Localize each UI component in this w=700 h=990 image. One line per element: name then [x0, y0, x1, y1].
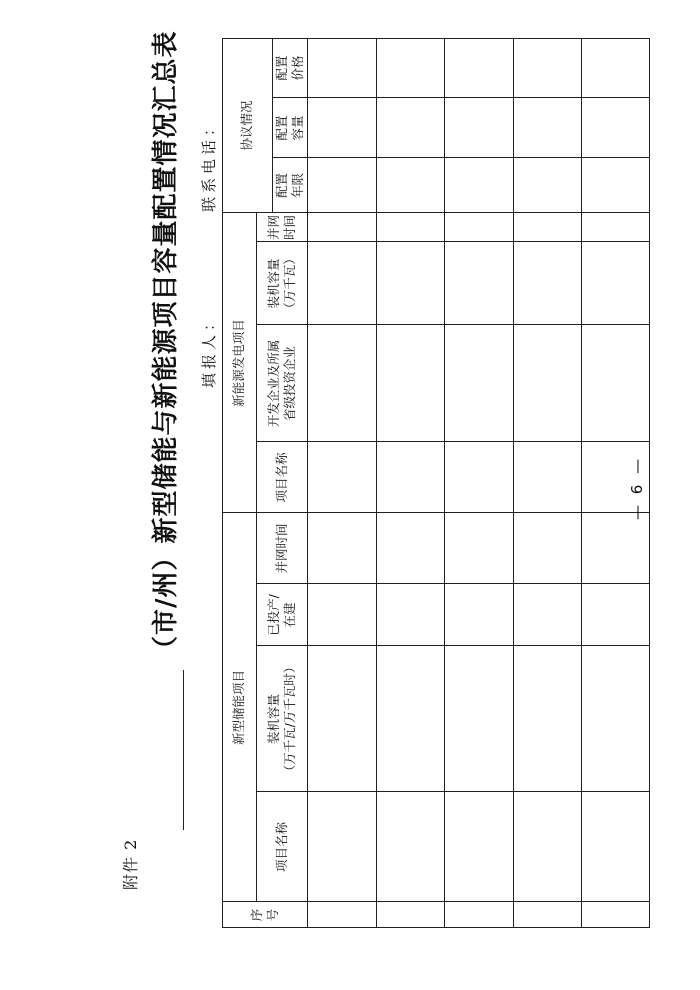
row-line — [444, 38, 445, 928]
table-cell[interactable] — [581, 325, 650, 442]
table-cell[interactable] — [307, 158, 376, 213]
header-agreement-capacity: 配置 容量 — [273, 115, 305, 141]
table-cell[interactable] — [376, 38, 445, 98]
table-cell[interactable] — [444, 38, 513, 98]
table-cell[interactable] — [581, 513, 650, 584]
phone-label: 联系电话： — [200, 116, 218, 212]
table-cell[interactable] — [444, 584, 513, 646]
column-line — [256, 645, 650, 646]
summary-table — [222, 38, 650, 928]
table-cell[interactable] — [376, 902, 445, 928]
column-line — [256, 791, 650, 792]
header-ne-project-name: 项目名称 — [273, 452, 289, 503]
header-bottom-line — [307, 38, 308, 928]
table-cell[interactable] — [581, 902, 650, 928]
table-cell[interactable] — [444, 98, 513, 158]
table-cell[interactable] — [376, 792, 445, 902]
table-cell[interactable] — [513, 158, 582, 213]
header-ne-capacity: 装机容量 （万千瓦） — [265, 252, 297, 315]
table-cell[interactable] — [513, 646, 582, 792]
table-cell[interactable] — [444, 442, 513, 513]
table-cell[interactable] — [307, 513, 376, 584]
table-cell[interactable] — [444, 213, 513, 242]
table-cell[interactable] — [581, 213, 650, 242]
table-cell[interactable] — [376, 513, 445, 584]
header-ne-developer: 开发企业及所属 省级投资企业 — [265, 339, 297, 428]
table-border-top — [222, 38, 223, 928]
table-cell[interactable] — [513, 38, 582, 98]
page-number: — 6 — — [628, 455, 646, 520]
table-border-left — [222, 927, 650, 928]
table-cell[interactable] — [513, 98, 582, 158]
table-cell[interactable] — [307, 646, 376, 792]
column-line — [256, 583, 650, 584]
header-ne-grid-time: 并网 时间 — [265, 215, 297, 241]
header-storage-grid-time: 并网时间 — [273, 523, 289, 574]
table-cell[interactable] — [444, 646, 513, 792]
table-cell[interactable] — [513, 902, 582, 928]
header-agreement-divider — [272, 38, 273, 213]
reporter-label: 填报人： — [200, 311, 218, 388]
table-cell[interactable] — [307, 98, 376, 158]
row-line — [513, 38, 514, 928]
table-cell[interactable] — [444, 902, 513, 928]
table-cell[interactable] — [581, 98, 650, 158]
title-block — [145, 30, 195, 830]
table-cell[interactable] — [376, 442, 445, 513]
table-cell[interactable] — [513, 442, 582, 513]
column-line — [272, 157, 650, 158]
table-cell[interactable] — [444, 792, 513, 902]
table-cell[interactable] — [444, 513, 513, 584]
row-line — [376, 38, 377, 928]
table-cell[interactable] — [581, 646, 650, 792]
table-cell[interactable] — [513, 242, 582, 325]
table-cell[interactable] — [376, 242, 445, 325]
table-cell[interactable] — [444, 242, 513, 325]
header-group-new-energy: 新能源发电项目 — [231, 319, 246, 407]
table-cell[interactable] — [307, 792, 376, 902]
page-title: （市/州）新型储能与新能源项目容量配置情况汇总表 — [151, 30, 181, 662]
table-cell[interactable] — [581, 242, 650, 325]
attachment-label: 附件 2 — [121, 838, 140, 890]
table-cell[interactable] — [581, 38, 650, 98]
row-line — [581, 38, 582, 928]
table-cell[interactable] — [307, 38, 376, 98]
table-border-right — [222, 38, 650, 39]
header-group-divider — [256, 213, 257, 902]
column-line — [222, 512, 650, 513]
header-agreement-years: 配置 年限 — [273, 173, 305, 199]
table-cell[interactable] — [376, 584, 445, 646]
table-cell[interactable] — [307, 902, 376, 928]
table-cell[interactable] — [444, 158, 513, 213]
header-agreement-price: 配置 价格 — [273, 55, 305, 81]
column-line — [256, 441, 650, 442]
title-fill-blank — [183, 670, 184, 830]
table-border-bottom — [649, 38, 650, 928]
table-cell[interactable] — [376, 646, 445, 792]
column-line — [222, 212, 650, 213]
column-line — [256, 241, 650, 242]
table-cell[interactable] — [307, 213, 376, 242]
table-cell[interactable] — [513, 513, 582, 584]
table-cell[interactable] — [513, 325, 582, 442]
table-cell[interactable] — [376, 213, 445, 242]
table-cell[interactable] — [581, 584, 650, 646]
table-cell[interactable] — [307, 584, 376, 646]
table-cell[interactable] — [307, 442, 376, 513]
table-cell[interactable] — [444, 325, 513, 442]
column-line — [256, 324, 650, 325]
table-cell[interactable] — [376, 158, 445, 213]
header-storage-capacity: 装机容量 （万千瓦/万千瓦时） — [265, 660, 297, 778]
table-cell[interactable] — [376, 325, 445, 442]
table-cell[interactable] — [376, 98, 445, 158]
header-storage-project-name: 项目名称 — [273, 822, 289, 873]
column-line — [272, 97, 650, 98]
header-group-agreement: 协议情况 — [239, 100, 254, 151]
table-cell[interactable] — [513, 792, 582, 902]
column-line — [222, 901, 650, 902]
table-cell[interactable] — [513, 213, 582, 242]
table-cell[interactable] — [307, 325, 376, 442]
table-cell[interactable] — [513, 584, 582, 646]
table-cell[interactable] — [581, 792, 650, 902]
header-seq: 序号 — [248, 908, 280, 922]
table-cell[interactable] — [307, 242, 376, 325]
header-storage-status: 已投产/ 在建 — [265, 594, 297, 636]
table-cell[interactable] — [581, 158, 650, 213]
header-group-storage: 新型储能项目 — [231, 670, 246, 746]
